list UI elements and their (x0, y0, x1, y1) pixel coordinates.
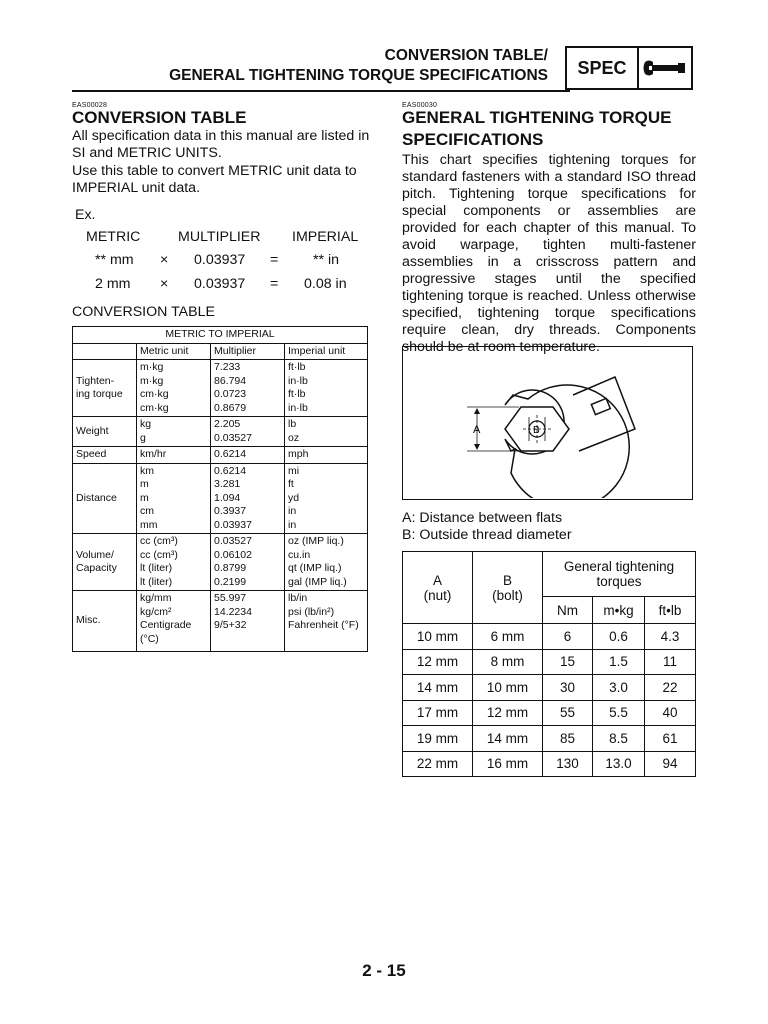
unit-header-mkg: m•kg (593, 597, 645, 624)
torque-table (402, 551, 696, 777)
example-label: Ex. (75, 207, 96, 223)
torque-cell: 0.6 (593, 624, 645, 650)
header-title-line1: CONVERSION TABLE/ (384, 47, 548, 64)
value-cell: kg g (137, 417, 211, 447)
value-cell: m·kg m·kg cm·kg cm·kg (137, 360, 211, 417)
example-cell: ** in (313, 252, 340, 268)
value-cell: 55.997 14.2234 9/5+32 (211, 591, 285, 652)
torque-cell: 85 (543, 726, 593, 752)
value-cell: lb oz (285, 417, 368, 447)
example-cell: 2 mm (95, 276, 131, 292)
conversion-table-row (73, 463, 368, 534)
torque-cell: 40 (645, 700, 696, 726)
torque-table-row (403, 751, 696, 777)
example-header-row (0, 229, 380, 247)
torque-table-row (403, 675, 696, 701)
conversion-table (72, 326, 368, 652)
torque-cell: 5.5 (593, 700, 645, 726)
example-row (0, 252, 380, 270)
torque-cell: 8 mm (473, 649, 543, 675)
value-cell: ft·lb in·lb ft·lb in·lb (285, 360, 368, 417)
conversion-table-row (73, 447, 368, 464)
torque-cell: 94 (645, 751, 696, 777)
category-cell: Weight (73, 417, 137, 447)
value-cell: 2.205 0.03527 (211, 417, 285, 447)
torque-table-row (403, 624, 696, 650)
torque-cell: 22 mm (403, 751, 473, 777)
value-cell: kg/mm kg/cm² Centigrade (°C) (137, 591, 211, 652)
unit-header-ftlb: ft•lb (645, 597, 696, 624)
torque-cell: 14 mm (403, 675, 473, 701)
torque-cell: 22 (645, 675, 696, 701)
torque-cell: 10 mm (473, 675, 543, 701)
intro-paragraph-1: All specification data in this manual are listed in SI and METRIC UNITS. (72, 128, 370, 161)
torque-cell: 11 (645, 649, 696, 675)
torque-cell: 10 mm (403, 624, 473, 650)
diagram-label-b: B (533, 425, 540, 436)
example-cell: ** mm (95, 252, 134, 268)
header-rule (72, 90, 570, 92)
example-col-metric: METRIC (86, 229, 141, 245)
conversion-table-heading: CONVERSION TABLE (72, 108, 247, 127)
value-cell: km/hr (137, 447, 211, 464)
example-cell: 0.08 in (304, 276, 347, 292)
conversion-table-row (73, 534, 368, 591)
torque-cell: 16 mm (473, 751, 543, 777)
example-cell: × (160, 252, 169, 268)
category-cell: Distance (73, 463, 137, 534)
category-cell: Misc. (73, 591, 137, 652)
torque-table-row (403, 649, 696, 675)
value-cell: 0.6214 3.281 1.094 0.3937 0.03937 (211, 463, 285, 534)
legend-a: A: Distance between flats (402, 510, 563, 526)
value-cell: 0.6214 (211, 447, 285, 464)
example-cell: = (270, 252, 279, 268)
torque-cell: 55 (543, 700, 593, 726)
value-cell: 0.03527 0.06102 0.8799 0.2199 (211, 534, 285, 591)
value-cell: km m m cm mm (137, 463, 211, 534)
torque-cell: 13.0 (593, 751, 645, 777)
torque-heading-line2: SPECIFICATIONS (402, 130, 544, 149)
intro-paragraph-2: Use this table to convert METRIC unit data to IMPERIAL unit data. (72, 163, 357, 196)
torque-cell: 3.0 (593, 675, 645, 701)
header-title-line2: GENERAL TIGHTENING TORQUE SPECIFICATIONS (169, 67, 548, 84)
value-cell: cc (cm³) cc (cm³) lt (liter) lt (liter) (137, 534, 211, 591)
section-code-left: EAS00028 (72, 102, 108, 109)
value-cell: lb/in psi (lb/in²) Fahrenheit (°F) (285, 591, 368, 652)
torque-cell: 14 mm (473, 726, 543, 752)
section-code-right: EAS00030 (402, 102, 438, 109)
torque-cell: 12 mm (473, 700, 543, 726)
torque-cell: 30 (543, 675, 593, 701)
torque-cell: 6 (543, 624, 593, 650)
column-header-bolt: B (bolt) (473, 552, 543, 624)
torque-cell: 12 mm (403, 649, 473, 675)
conversion-table-row (73, 591, 368, 652)
value-cell: 7.233 86.794 0.0723 0.8679 (211, 360, 285, 417)
wrench-diagram (402, 346, 693, 500)
torque-cell: 1.5 (593, 649, 645, 675)
column-header: Metric unit (137, 343, 211, 360)
example-col-multiplier: MULTIPLIER (178, 229, 261, 245)
wrench-icon (643, 57, 687, 79)
conversion-table-row (73, 360, 368, 417)
torque-cell: 130 (543, 751, 593, 777)
category-cell: Volume/ Capacity (73, 534, 137, 591)
conversion-table-caption: CONVERSION TABLE (72, 304, 215, 320)
example-cell: = (270, 276, 279, 292)
diagram-label-a: A (473, 424, 481, 436)
conversion-table-row (73, 417, 368, 447)
wrench-drawing (403, 347, 691, 498)
column-header: Multiplier (211, 343, 285, 360)
example-col-imperial: IMPERIAL (292, 229, 359, 245)
torque-cell: 15 (543, 649, 593, 675)
column-header-general-torques: General tightening torques (543, 552, 696, 597)
page-number: 2 - 15 (362, 961, 406, 980)
example-cell: 0.03937 (194, 252, 246, 268)
spec-label: SPEC (567, 48, 639, 88)
example-cell: 0.03937 (194, 276, 246, 292)
unit-header-nm: Nm (543, 597, 593, 624)
torque-cell: 19 mm (403, 726, 473, 752)
torque-cell: 4.3 (645, 624, 696, 650)
value-cell: mi ft yd in in (285, 463, 368, 534)
value-cell: mph (285, 447, 368, 464)
torque-cell: 61 (645, 726, 696, 752)
torque-cell: 8.5 (593, 726, 645, 752)
torque-cell: 6 mm (473, 624, 543, 650)
column-header-nut: A (nut) (403, 552, 473, 624)
blank-header-cell (73, 343, 137, 360)
category-cell: Tighten- ing torque (73, 360, 137, 417)
torque-cell: 17 mm (403, 700, 473, 726)
value-cell: oz (IMP liq.) cu.in qt (IMP liq.) gal (IMP liq.) (285, 534, 368, 591)
torque-table-row (403, 726, 696, 752)
torque-heading-line1: GENERAL TIGHTENING TORQUE (402, 108, 672, 127)
conversion-table-title: METRIC TO IMPERIAL (73, 327, 368, 344)
torque-table-row (403, 700, 696, 726)
example-cell: × (160, 276, 169, 292)
spec-box (565, 46, 693, 90)
column-header: Imperial unit (285, 343, 368, 360)
legend-b: B: Outside thread diameter (402, 527, 572, 543)
example-row (0, 276, 380, 294)
category-cell: Speed (73, 447, 137, 464)
torque-body-paragraph: This chart specifies tightening torques for standard fasteners with a standard ISO thread pitch. Tightening torque specifications for special components or assemblies are provided for each chapter of this manual. To avoid warpage, tighten multi-fastener assemblies in a crisscross pattern and progressive stages until the specified tightening torque is reached. Unless otherwise specified, tightening torque specifications require clean, dry threads. Components should be at room temperature. (402, 152, 696, 355)
